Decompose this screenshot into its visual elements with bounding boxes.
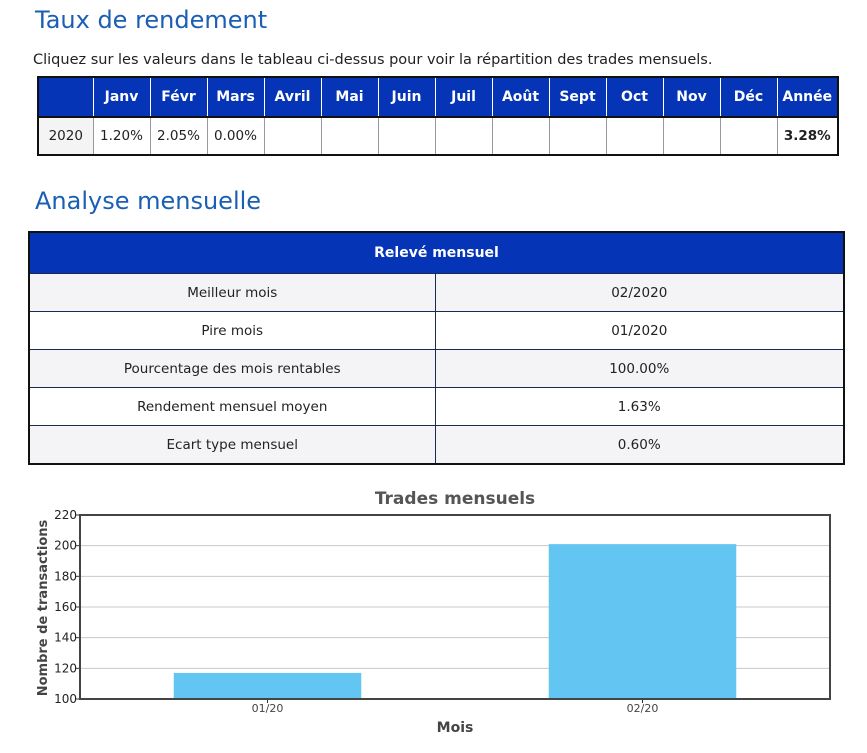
header-month-11: Nov: [663, 77, 720, 117]
month-return-cell[interactable]: 1.20%: [93, 117, 150, 155]
month-return-cell[interactable]: 0.00%: [207, 117, 264, 155]
header-month-9: Sept: [549, 77, 606, 117]
monthly-trades-chart: [0, 480, 867, 749]
header-month-1: Janv: [93, 77, 150, 117]
header-month-7: Juil: [435, 77, 492, 117]
returns-title: Taux de rendement: [35, 6, 268, 34]
analysis-value: 01/2020: [435, 312, 844, 350]
analysis-row: [29, 312, 844, 350]
returns-intro-text: Cliquez sur les valeurs dans le tableau ci-dessus pour voir la répartition des trades mensuels.: [33, 52, 713, 68]
month-return-cell: [435, 117, 492, 155]
analysis-table-header: Relevé mensuel: [29, 232, 844, 274]
month-return-cell: [492, 117, 549, 155]
month-return-cell: [321, 117, 378, 155]
analysis-value: 0.60%: [435, 426, 844, 465]
analysis-value: 02/2020: [435, 274, 844, 312]
month-return-cell: [720, 117, 777, 155]
analysis-value: 100.00%: [435, 350, 844, 388]
returns-header-row: [38, 77, 838, 117]
analysis-row: [29, 426, 844, 465]
header-month-8: Août: [492, 77, 549, 117]
month-return-cell: [549, 117, 606, 155]
monthly-analysis-table: [28, 231, 845, 465]
month-return-cell[interactable]: 2.05%: [150, 117, 207, 155]
analysis-label: Pourcentage des mois rentables: [29, 350, 435, 388]
bar-01-20: [174, 673, 362, 699]
analysis-label: Rendement mensuel moyen: [29, 388, 435, 426]
y-tick-label: 100: [54, 692, 77, 706]
x-axis-label: Mois: [436, 720, 474, 736]
header-year-corner: [38, 77, 93, 117]
analysis-row: [29, 388, 844, 426]
year-total-cell: 3.28%: [777, 117, 838, 155]
month-return-cell: [663, 117, 720, 155]
y-axis-label: Nombre de transactions: [36, 519, 51, 697]
analysis-label: Pire mois: [29, 312, 435, 350]
y-tick-label: 160: [54, 600, 77, 614]
analysis-value: 1.63%: [435, 388, 844, 426]
y-tick-label: 120: [54, 661, 77, 676]
chart-title: Trades mensuels: [374, 489, 536, 509]
x-tick-label: 01/20: [251, 702, 284, 715]
analysis-label: Meilleur mois: [29, 274, 435, 312]
analysis-title: Analyse mensuelle: [35, 187, 262, 215]
analysis-row: [29, 350, 844, 388]
month-return-cell: [606, 117, 663, 155]
analysis-row: [29, 274, 844, 312]
header-annee: Année: [777, 77, 838, 117]
header-month-12: Déc: [720, 77, 777, 117]
header-month-4: Avril: [264, 77, 321, 117]
header-month-10: Oct: [606, 77, 663, 117]
month-return-cell: [264, 117, 321, 155]
header-month-2: Févr: [150, 77, 207, 117]
analysis-label: Ecart type mensuel: [29, 426, 435, 465]
header-month-6: Juin: [378, 77, 435, 117]
chart-svg: [0, 480, 867, 749]
x-tick-label: 02/20: [626, 702, 659, 715]
y-tick-label: 200: [54, 538, 77, 553]
year-cell: 2020: [38, 117, 93, 155]
month-return-cell: [378, 117, 435, 155]
y-tick-label: 220: [54, 508, 77, 522]
header-month-3: Mars: [207, 77, 264, 117]
y-tick-label: 140: [54, 630, 77, 645]
header-month-5: Mai: [321, 77, 378, 117]
returns-table: [37, 76, 839, 156]
y-tick-label: 180: [54, 569, 77, 584]
bar-02-20: [549, 544, 737, 699]
returns-row: [38, 117, 838, 155]
